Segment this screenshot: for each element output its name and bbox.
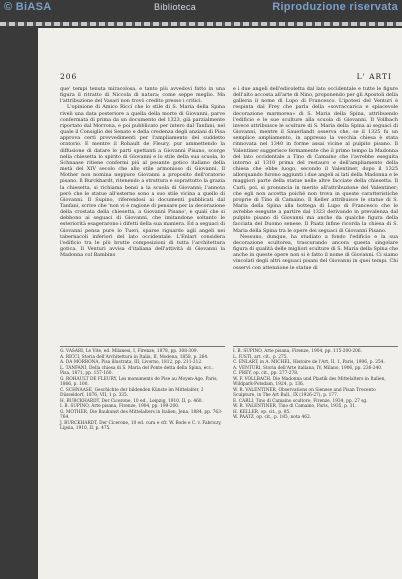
watermark-bar: [4, 1, 398, 14]
footnote: L. TANFANI, Della chiesa di S. Maria del Ponte detta della Spina, ecc., Pisa, 1871, pp. 157-160.: [60, 365, 214, 376]
footnote: W. PAATZ, op. cit., p. 185, nota 462.: [233, 415, 312, 420]
footnote: H. BURCKHARDT, Der Cicerone, 10 ed., Leipzig, 1910, II, p. 460.: [60, 398, 203, 404]
paragraph: que' tempi tenuta miracolosa, e tanto più avvedovi fatto in una figura il ritratto di Niccola di natura; come seppe meglio. Ma l'attribuzione del Vasari non trovò credito presso i critici.: [60, 86, 225, 105]
footnote: L. IUSTI, art. cit., p. 275.: [233, 354, 288, 360]
footnote: C. FREY, op. cit., pp. 277-278.: [233, 371, 299, 376]
footnote: A. VENTURI, Storia dell'Arte italiana, IV, Milano, 1906, pp. 236-240.: [233, 365, 383, 371]
paragraph: e i due angeli dell'edicoletta dal lato occidentale e tutte le figure dell'alto accosta all'arte di Nino, proponendo per gli Apostoli della galleria il nome di Lupo di Francesco. L'ipotesi del Venturi è respinta dal Frey che parla della «sovraccarica e spiacevole decorazione marmorea» di S. Maria della Spina, attribuendo l'edificio e le sue sculture alla scuola di Giovanni. Il Vollbach invece attribuisce le sculture di S. Maria della Spina ai seguaci di Giovanni, mentre il Sauerlandt osserva che, se il 1325 fu un semplice ampliamento, in appresso la vecchia chiesa è stata rinnovata nel 1340 in forme assai vicine al pulpito pisano. Il Valentiner suggerisce fermamente che il primo tempo la Madonna del lato occidentale a Tino di Camaino che l'avrebbe eseguita intorno al 1310 prima del restauro e dell'ampliamento della chiesa che ebbe luogo, secondo il Valentiner, dopo il 1325 allorquando furono aggiunti i due angeli ai lati della Madonna e le maggiori parte della statue nelle altre facciate della chiesetta. Il Carli, poi, si pronuncia in merito all'attribuzione del Valentiner; che egli non accetta poiché non trova in queste caratteristiche proprie di Tino di Camaino. Il Keller attribuisce le statue di S. Maria della Spina alla bottega di Lupo di Francesco che le avrebbe eseguite a partire dal 1323 derivando in prevalenza dal pulpito pisano di Giovanni ma anche da qualche figura della facciata del Duomo senese. Il Paatz infine ricorda la chiesa di S. Maria della Spina tra le opere dei seguaci di Giovanni Pisano.: [233, 86, 398, 234]
footnote: E. CARLI, Tino di Camaino scultore, Firenze, 1934, pp. 27 sg.: [233, 398, 368, 404]
paragraph: L'opinione di Amico Ricci che lo stile di S. Maria della Spina riveli una data posteriore a quella della morte di Giovanni, parve confermata di prima da un documento del 1323, già parzialmente riportato dal Morrona, e poi pubblicato per intero dal Tanfani, nel quale il Consiglio dei Senato e della credenza degli anziani di Pisa approva certi provvedimenti per l'ampliamento del suddetto oratorio. E mentre il Rohault de Fleury, pur ammettendo la diffusione di datare le parti spettanti a Giovanni Pisano, scorge nella chiesetta lo spirito di Giovanni e lo stile della sua scuola, lo Schnaase ritiene confermi più al pesante gotico italiano della metà del XIV secolo che allo stile armonioso di Giovanni. Il Mother non nomina neppure Giovanni a proposito dell'oratorio pisano. Il Burckhardt, ritenendo a struttura e soprattutto la grazia la chiesetta, si richiama bensì a la scuola di Giovanni; l'annota però che le statue all'esterno sono a suo stile vicina a quello di Giovanni. Il Supino, riferendosi ai documenti pubblicati dal Tanfani, scrive che 'non vi è ragione di pensare per la decorazione della crostata della chiesetta, a Giovanni Pisano', e quali che si debbono ai seguaci di Giovanni, che imitandone soltanto le esteriorità esagerarono i difetti della sua maniera. Ed a seguaci di Giovanni pensa pure lo Tueri, sparse riguardo agli angeli nei tabernacoli inferiori del lato occidentale. L'Enlart considera l'edificio tra le più brutte composizioni di tutta l'architettura gotica. Il Venturi avvisa d'italiana dell'attività di Giovanni la Madonna col Bambino: [60, 104, 225, 259]
footnote: C. ENLART, in A. MICHEL, Histoire de l'Art, II, 1, Paris, 1906, p. 254.: [233, 360, 385, 365]
footnote: A. DA MORRONA, Pisa illustrata, III, Livorno, 1812, pp. 211-212.: [60, 360, 203, 365]
page-number: 206: [60, 72, 78, 81]
footnote: W. R. VALENTINER, Tino di Camaino, Paris, 1935, p. 31.: [233, 404, 357, 409]
footnotes-right: [233, 346, 398, 421]
watermark-right: Riproduzione riservata: [272, 1, 398, 13]
paragraph: Nessuno, dunque, ha studiato a fondo l'edificio e la sua decorazione scultorea, trascurando ancora questa singolare figura di qualità delle migliori sculture di S. Maria della Spina che anche in queste opere non si è fatto il nome di Giovanni. Ci siamo vincolati degli altri seguaci pisani del Giovanni in quei tempi. Chi osservi con attenzione le statue di: [233, 233, 398, 271]
right-column: [233, 86, 398, 271]
footnote: J. BURCKHARDT, Der Cicerone, 10 ed. cura e cfr. W. Bode e C. v. Fabriczy, Lipsia, 1910, II, p. 475.: [60, 420, 222, 431]
footnote: I. B. SUPINO, Arte pisana, Firenze, 1904, pp. 115-200-206.: [233, 349, 363, 354]
footnote: W. F. VOLLBACH, Die Madonna und Plastik des Mittelalters in Italien, Wildpark-Potsdam, 1924, p. 136.: [233, 376, 386, 387]
footnote: H. KELLER, op. cit., p. 85.: [233, 409, 291, 415]
footnote: A. RICCI, Storia dell'Architettura in Italia, II, Modena, 1858, p. 264.: [60, 354, 209, 360]
footnote: G. ROHAULT DE FLEURY, Les monuments de Pise au Moyen-Age, Paris, 1866, p. 100.: [60, 376, 218, 387]
watermark-left: © BiASA: [4, 1, 52, 13]
footnote: I. B. SUPINO, Arte pisana, Firenze, 1904, pp. 199-200.: [60, 404, 180, 409]
footnote: G. VASARI, Le Vite, ed. Milanesi, I, Firenze, 1878, pp. 308-309.: [60, 349, 198, 354]
document-page: [38, 28, 402, 579]
footnote: G. MOTHER, Die Baukunst des Mittelalters in Italien, Jena, 1884, pp. 763-764.: [60, 409, 223, 420]
footnotes-left: [60, 346, 225, 432]
watermark-center: Biblioteca: [154, 2, 197, 12]
left-column: [60, 86, 225, 258]
footnote: W. R. VALENTINER, Observations on Sienese and Pisan Trecento Sculpture, in The Art Bull., IX (1926-27), p. 177.: [233, 387, 376, 398]
running-title: L' ARTI: [356, 72, 392, 81]
scan-ruler: [0, 22, 402, 26]
footnote: C. SCHNAASE, Geschichte der bildenden Künste im Mittelalter, 2 Düsseldorf, 1876, VII, 1 p. 335.: [60, 387, 204, 398]
